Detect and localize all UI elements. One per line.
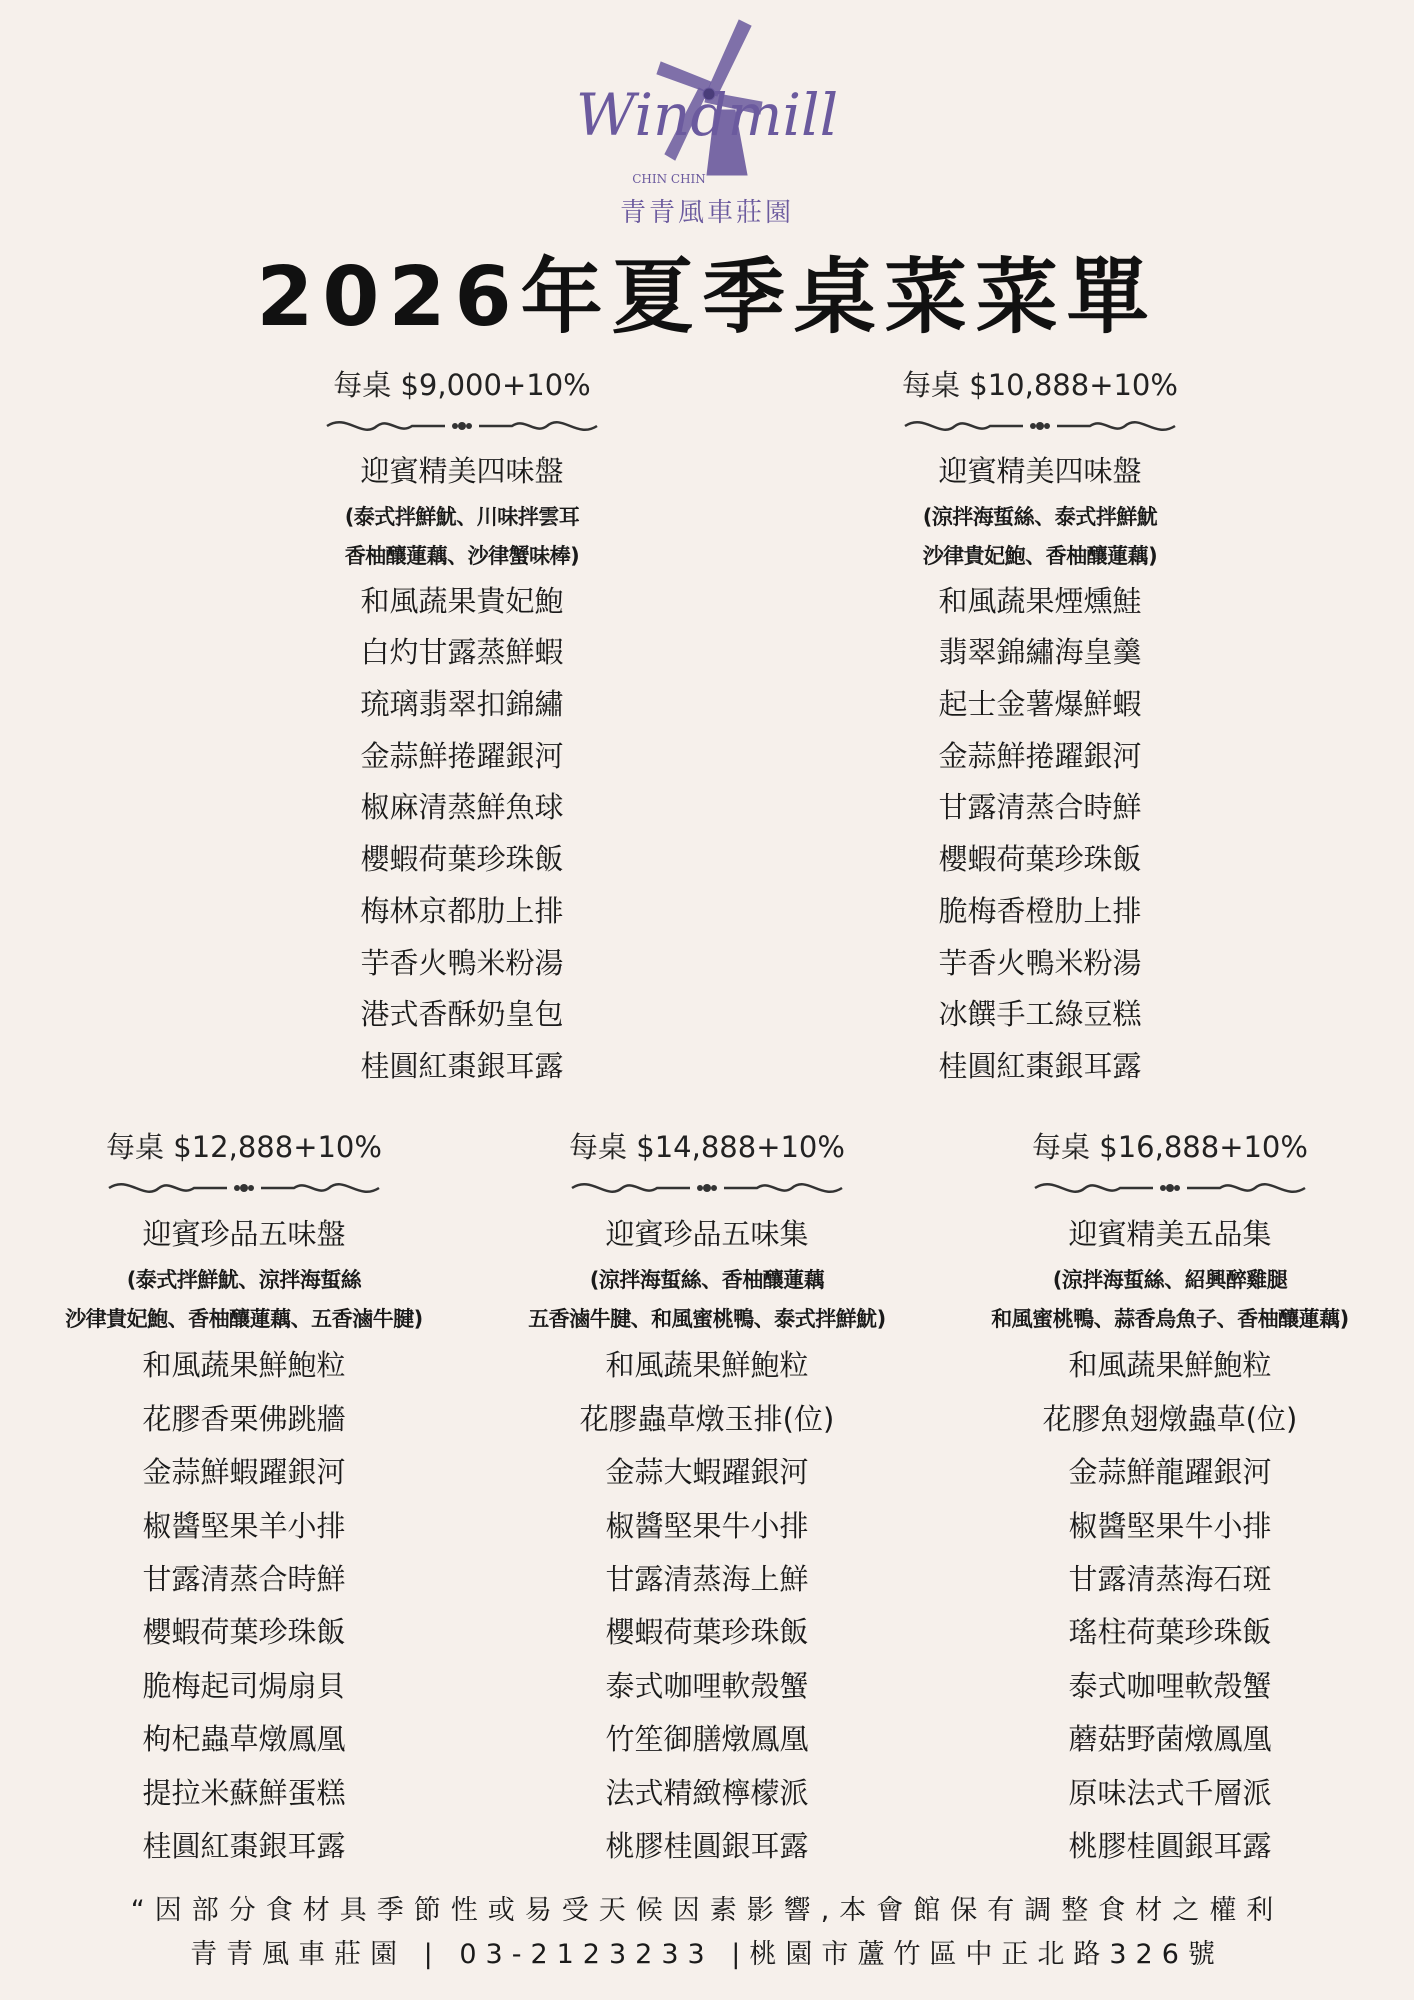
- menu-item: 翡翠錦繡海皇羹: [938, 635, 1142, 670]
- brand-name: 青青風車莊園: [619, 198, 794, 228]
- menu-item: 和風蔬果貴妃鮑: [360, 583, 564, 618]
- menu-item: 金蒜鮮捲躍銀河: [938, 738, 1142, 773]
- menu-sub-line: 沙律貴妃鮑、香柚釀蓮藕): [922, 543, 1158, 568]
- menu-item: 白灼甘露蒸鮮蝦: [360, 635, 564, 670]
- menu-10888: [800, 364, 1280, 1093]
- menu-9000: [222, 364, 702, 1093]
- menu-item: 和風蔬果鮮鮑粒: [1068, 1348, 1272, 1383]
- divider-icon: [4, 1168, 484, 1208]
- menu-item: 琉璃翡翠扣錦繡: [360, 687, 564, 722]
- menu-sub-line: (泰式拌鮮魷、涼拌海蜇絲: [126, 1268, 362, 1293]
- menu-item: 桂圓紅棗銀耳露: [938, 1048, 1142, 1083]
- menu-16888: [930, 1126, 1410, 1873]
- footer-contact: 青青風車莊園 | 03-2123233 |桃園市蘆竹區中正北路326號: [190, 1939, 1224, 1970]
- menu-price: 每桌 $14,888+10%: [569, 1130, 845, 1164]
- menu-item: 花膠蟲草燉玉排(位): [579, 1401, 835, 1436]
- menu-item: 花膠香栗佛跳牆: [142, 1401, 346, 1436]
- menu-first-item: 迎賓精美四味盤: [360, 454, 564, 488]
- menu-first-item: 迎賓珍品五味集: [605, 1217, 809, 1251]
- menu-item: 港式香酥奶皇包: [360, 997, 564, 1032]
- menu-item: 和風蔬果鮮鮑粒: [605, 1348, 809, 1383]
- menu-price: 每桌 $12,888+10%: [106, 1130, 382, 1164]
- menu-item: 枸杞蟲草燉鳳凰: [142, 1722, 346, 1757]
- logo-script-wind: Windmill: [575, 81, 839, 149]
- menu-item: 櫻蝦荷葉珍珠飯: [938, 842, 1142, 877]
- menu-sub-line: (涼拌海蜇絲、香柚釀蓮藕: [589, 1268, 825, 1293]
- menu-item: 櫻蝦荷葉珍珠飯: [605, 1615, 809, 1650]
- menu-item: 椒麻清蒸鮮魚球: [360, 790, 564, 825]
- divider-icon: [467, 1168, 947, 1208]
- menu-item: 梅林京都肋上排: [360, 893, 564, 928]
- menu-item: 芋香火鴨米粉湯: [360, 945, 564, 980]
- menu-item: 甘露清蒸合時鮮: [938, 790, 1142, 825]
- menu-sub-line: (泰式拌鮮魷、川味拌雲耳: [344, 504, 580, 529]
- menu-item: 泰式咖哩軟殼蟹: [605, 1668, 809, 1703]
- footer-note: “因部分食材具季節性或易受天候因素影響,本會館保有調整食材之權利: [130, 1895, 1284, 1926]
- menu-item: 提拉米蘇鮮蛋糕: [142, 1775, 346, 1810]
- menu-item: 蘑菇野菌燉鳳凰: [1068, 1722, 1272, 1757]
- menu-first-item: 迎賓精美五品集: [1068, 1217, 1272, 1251]
- divider-icon: [930, 1168, 1410, 1208]
- menu-item: 起士金薯爆鮮蝦: [938, 687, 1142, 722]
- menu-item: 原味法式千層派: [1068, 1775, 1272, 1810]
- menu-sub-line: (涼拌海蜇絲、紹興醉雞腿: [1052, 1268, 1288, 1293]
- menu-item: 金蒜鮮蝦躍銀河: [142, 1455, 346, 1490]
- divider-icon: [800, 406, 1280, 446]
- menu-item: 花膠魚翅燉蟲草(位): [1042, 1401, 1298, 1436]
- menu-sub-line: (涼拌海蜇絲、泰式拌鮮魷: [922, 504, 1158, 529]
- menu-12888: [4, 1126, 484, 1873]
- menu-item: 和風蔬果煙燻鮭: [938, 583, 1142, 618]
- menu-first-item: 迎賓精美四味盤: [938, 454, 1142, 488]
- menu-item: 甘露清蒸海石斑: [1068, 1561, 1272, 1596]
- menu-item: 法式精緻檸檬派: [605, 1775, 809, 1810]
- menu-item: 泰式咖哩軟殼蟹: [1068, 1668, 1272, 1703]
- menu-item: 桂圓紅棗銀耳露: [142, 1828, 346, 1863]
- menu-item: 竹笙御膳燉鳳凰: [605, 1722, 809, 1757]
- menu-item: 桃膠桂圓銀耳露: [1068, 1828, 1272, 1863]
- menu-14888: [467, 1126, 947, 1873]
- menu-item: 脆梅起司焗扇貝: [142, 1668, 346, 1703]
- menu-sub-line: 香柚釀蓮藕、沙律蟹味棒): [344, 543, 580, 568]
- menu-price: 每桌 $9,000+10%: [333, 368, 591, 402]
- menu-item: 櫻蝦荷葉珍珠飯: [360, 842, 564, 877]
- menu-item: 金蒜鮮捲躍銀河: [360, 738, 564, 773]
- menu-item: 櫻蝦荷葉珍珠飯: [142, 1615, 346, 1650]
- menu-item: 金蒜鮮龍躍銀河: [1068, 1455, 1272, 1490]
- menu-sub-line: 沙律貴妃鮑、香柚釀蓮藕、五香滷牛腱): [65, 1307, 423, 1332]
- menu-item: 甘露清蒸合時鮮: [142, 1561, 346, 1596]
- menu-item: 冰饌手工綠豆糕: [938, 997, 1142, 1032]
- menu-price: 每桌 $10,888+10%: [902, 368, 1178, 402]
- menu-item: 和風蔬果鮮鮑粒: [142, 1348, 346, 1383]
- menu-sub-line: 和風蜜桃鴨、蒜香烏魚子、香柚釀蓮藕): [991, 1307, 1349, 1332]
- divider-icon: [222, 406, 702, 446]
- menu-sub-line: 五香滷牛腱、和風蜜桃鴨、泰式拌鮮魷): [528, 1307, 886, 1332]
- menu-item: 金蒜大蝦躍銀河: [605, 1455, 809, 1490]
- menu-item: 椒醬堅果牛小排: [1068, 1508, 1272, 1543]
- menu-item: 桃膠桂圓銀耳露: [605, 1828, 809, 1863]
- menu-item: 甘露清蒸海上鮮: [605, 1561, 809, 1596]
- logo-small-text: CHIN CHIN: [632, 172, 706, 186]
- menu-price: 每桌 $16,888+10%: [1032, 1130, 1308, 1164]
- menu-item: 椒醬堅果牛小排: [605, 1508, 809, 1543]
- menu-item: 椒醬堅果羊小排: [142, 1508, 346, 1543]
- menu-first-item: 迎賓珍品五味盤: [142, 1217, 346, 1251]
- menu-item: 瑤柱荷葉珍珠飯: [1068, 1615, 1272, 1650]
- menu-item: 桂圓紅棗銀耳露: [360, 1048, 564, 1083]
- menu-item: 脆梅香橙肋上排: [938, 893, 1142, 928]
- menu-item: 芋香火鴨米粉湯: [938, 945, 1142, 980]
- windmill-logo: [557, 10, 857, 200]
- page-title: 2026年夏季桌菜菜單: [256, 250, 1158, 345]
